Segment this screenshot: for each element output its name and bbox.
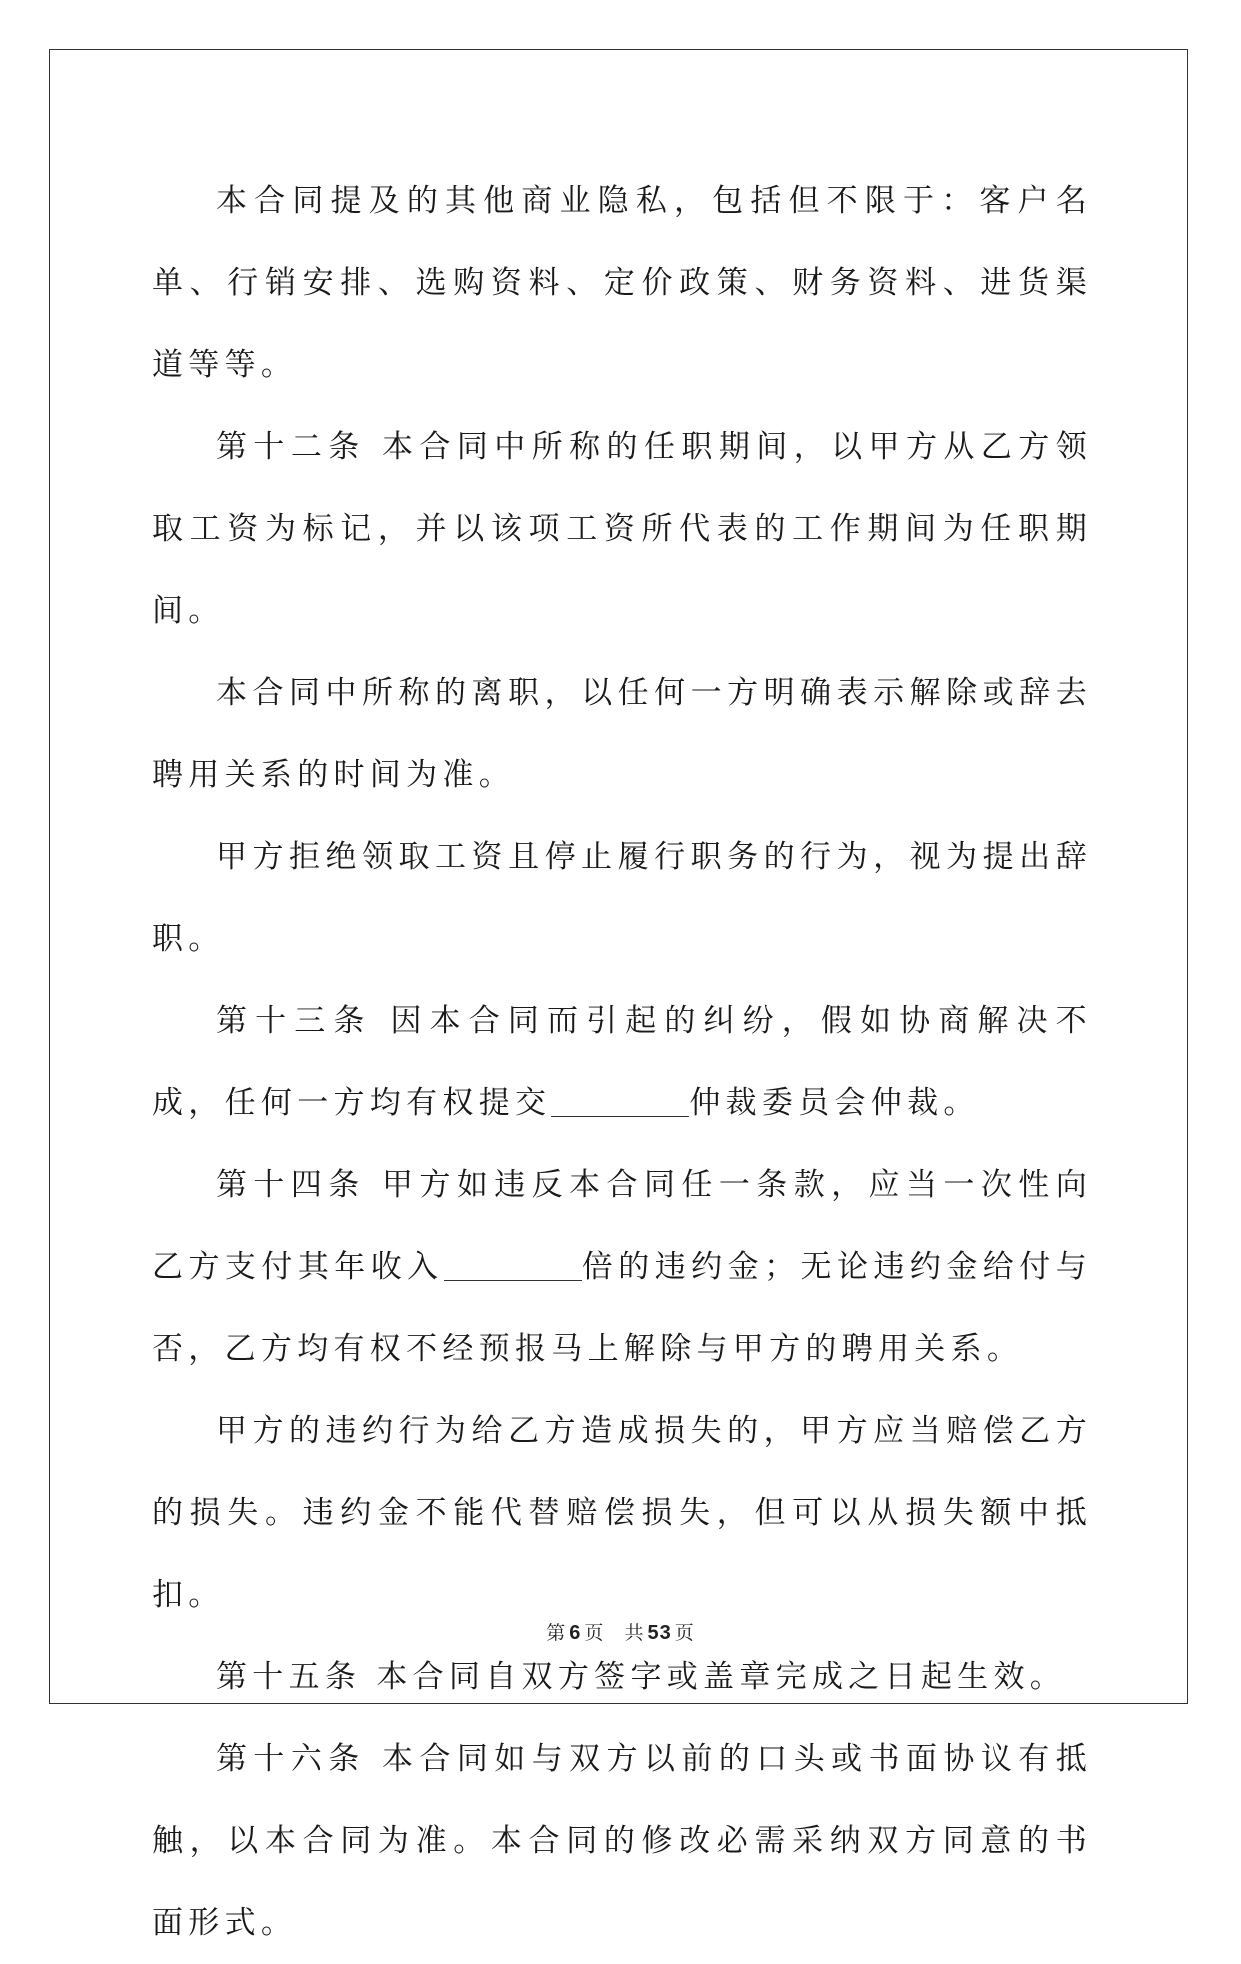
paragraph-damages: 甲方的违约行为给乙方造成损失的，甲方应当赔偿乙方的损失。违约金不能代替赔偿损失，但可以从损失额中抵扣。: [152, 1413, 1092, 1613]
paragraph-article-12: 第十二条 本合同中所称的任职期间，以甲方从乙方领取工资为标记，并以该项工资所代表的工作期间为任职期间。: [152, 429, 1092, 629]
paragraph-resignation-definition: 本合同中所称的离职，以任何一方明确表示解除或辞去聘用关系的时间为准。: [152, 675, 1092, 793]
paragraph-article-14: [152, 1144, 1092, 1390]
article-13-text-before: 第十三条 因本合同而引起的纠纷，假如协商解决不成，任何一方均有权提交: [152, 1003, 1092, 1121]
total-suffix: 页: [674, 1622, 695, 1644]
penalty-multiple-blank: [444, 1250, 582, 1281]
page-number: 6: [569, 1622, 582, 1644]
page-suffix: 页: [584, 1622, 605, 1644]
paragraph-trade-secrets: 本合同提及的其他商业隐私，包括但不限于：客户名单、行销安排、选购资料、定价政策、财务资料、进货渠道等等。: [152, 183, 1092, 383]
paragraph-article-16: 第十六条 本合同如与双方以前的口头或书面协议有抵触，以本合同为准。本合同的修改必需采纳双方同意的书面形式。: [152, 1741, 1092, 1941]
article-13-text-after: 仲裁委员会仲裁。: [689, 1085, 980, 1121]
article-14-text-before: 第十四条 甲方如违反本合同任一条款，应当一次性向乙方支付其年收入: [152, 1167, 1092, 1285]
paragraph-article-15: 第十五条 本合同自双方签字或盖章完成之日起生效。: [216, 1659, 1067, 1695]
paragraph-refusal-of-salary: 甲方拒绝领取工资且停止履行职务的行为，视为提出辞职。: [152, 839, 1092, 957]
total-pages: 53: [647, 1622, 672, 1644]
arbitration-commission-blank: [551, 1086, 689, 1117]
document-body: [152, 160, 1092, 1964]
paragraph-article-13: [152, 980, 1092, 1144]
page-footer: [0, 1618, 1241, 1645]
page-prefix: 第: [546, 1622, 567, 1644]
total-prefix: 共: [624, 1622, 645, 1644]
article-14-text-after: 倍的违约金；无论违约金给付与否，乙方均有权不经预报马上解除与甲方的聘用关系。: [152, 1249, 1092, 1367]
